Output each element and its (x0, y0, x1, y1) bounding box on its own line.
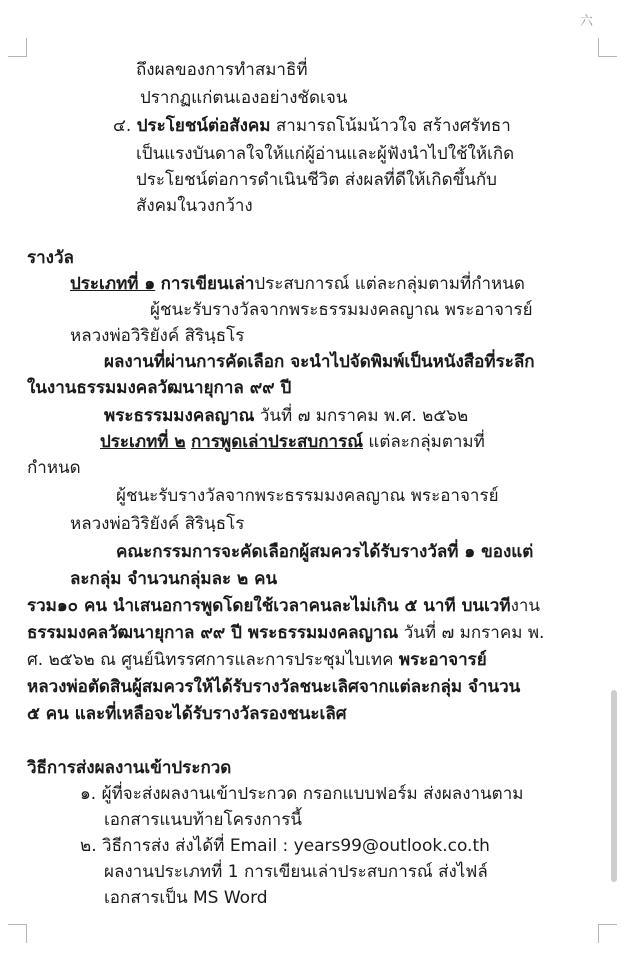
item-number: ๔. (113, 116, 132, 136)
submission-text-line: เอกสารเป็น MS Word (104, 888, 268, 908)
award-text-line (27, 648, 487, 672)
section-heading-submission: วิธีการส่งผลงานเข้าประกวด (27, 758, 232, 778)
award-type-2-header (100, 430, 485, 454)
award-date-bold: พระธรรมมงคลญาณ (104, 406, 255, 426)
margin-corner-bottom-right (598, 924, 617, 943)
award-text-plain: งาน (510, 596, 541, 616)
award-text-plain: ศ. ๒๕๖๒ ณ ศูนย์นิทรรศการและการประชุมไบเทค (27, 650, 394, 670)
award-type-label: ประเภทที่ ๒ (100, 432, 186, 452)
award-date-line (104, 404, 468, 428)
award-text-line: หลวงพ่อตัดสินผู้สมควรให้ได้รับรางวัลชนะเลิศจากแต่ละกลุ่ม จำนวน (27, 677, 521, 697)
benefit-item-title: ประโยชน์ต่อสังคม (136, 116, 271, 136)
award-text-line: ละกลุ่ม จำนวนกลุ่มละ ๒ คน (70, 569, 278, 589)
award-text-bold: รวม๑๐ คน นำเสนอการพูดโดยใช้เวลาคนละไม่เกิน ๕ นาที บนเวที (27, 596, 511, 616)
scrollbar-thumb[interactable] (611, 690, 617, 882)
page-header-mark: 六 (580, 14, 594, 29)
award-text-line: ๕ คน และที่เหลือจะได้รับรางวัลรองชนะเลิศ (27, 704, 347, 724)
award-text-line: ผู้ชนะรับรางวัลจากพระธรรมมงคลญาณ พระอาจารย์ (150, 300, 533, 320)
award-text-line: หลวงพ่อวิริยังค์ สิรินฺธโร (70, 326, 245, 346)
award-type-title: การเขียนเล่า (160, 274, 255, 294)
award-type-text: ประสบการณ์ แต่ละกลุ่มตามที่กำหนด (254, 274, 525, 294)
benefit-text-line: เป็นแรงบันดาลใจให้แก่ผู้อ่านและผู้ฟังนำไปใช้ให้เกิด (136, 144, 515, 164)
margin-corner-bottom-left (8, 924, 27, 943)
award-text-line: ผู้ชนะรับรางวัลจากพระธรรมมงคลญาณ พระอาจารย์ (116, 486, 499, 506)
award-text-line: กำหนด (27, 458, 81, 478)
submission-email-text: วิธีการส่ง ส่งได้ที่ Email : years99@outlook.co.th (102, 836, 490, 856)
benefit-item-4 (113, 114, 511, 138)
benefit-text-line: ถึงผลของการทำสมาธิที่ (136, 60, 308, 80)
benefit-text-line: ปรากฏแก่ตนเองอย่างชัดเจน (140, 88, 348, 108)
submission-item-1 (80, 782, 523, 806)
section-heading-awards: รางวัล (27, 248, 74, 268)
award-type-label: ประเภทที่ ๑ (70, 274, 156, 294)
award-text-bold: พระอาจารย์ (398, 650, 487, 670)
margin-corner-top-left (8, 38, 27, 57)
award-text-line: ผลงานที่ผ่านการคัดเลือก จะนำไปจัดพิมพ์เป็นหนังสือที่ระลึก (104, 352, 535, 372)
submission-item-2 (80, 834, 490, 858)
submission-text-line: ผลงานประเภทที่ 1 การเขียนเล่าประสบการณ์ ส่งไฟล์ (104, 862, 488, 882)
item-number: ๒. (80, 836, 97, 856)
award-text-line: หลวงพ่อวิริยังค์ สิรินฺธโร (70, 514, 245, 534)
award-type-text: แต่ละกลุ่มตามที่ (368, 432, 485, 452)
award-text-line: ในงานธรรมมงคลวัฒนายุกาล ๙๙ ปี (27, 378, 292, 398)
margin-corner-top-right (598, 38, 617, 57)
award-date-text: วันที่ ๗ มกราคม พ.ศ. ๒๕๖๒ (259, 406, 469, 426)
award-type-title: การพูดเล่าประสบการณ์ (191, 432, 363, 452)
award-text-line: คณะกรรมการจะคัดเลือกผู้สมควรได้รับรางวัลที่ ๑ ของแต่ (116, 542, 534, 562)
award-text-line (27, 621, 544, 645)
benefit-text-line: สังคมในวงกว้าง (136, 196, 253, 216)
submission-text: ผู้ที่จะส่งผลงานเข้าประกวด กรอกแบบฟอร์ม ส่งผลงานตาม (101, 784, 524, 804)
submission-text-line: เอกสารแนบท้ายโครงการนี้ (104, 810, 302, 830)
benefit-text-line: ประโยชน์ต่อการดำเนินชีวิต ส่งผลที่ดีให้เกิดขึ้นกับ (136, 170, 497, 190)
award-text-plain: วันที่ ๗ มกราคม พ. (403, 623, 545, 643)
award-text-line (27, 594, 540, 618)
award-text-bold: ธรรมมงคลวัฒนายุกาล ๙๙ ปี พระธรรมมงคลญาณ (27, 623, 399, 643)
benefit-item-text: สามารถโน้มน้าวใจ สร้างศรัทธา (275, 116, 511, 136)
award-type-1-header (70, 272, 525, 296)
item-number: ๑. (80, 784, 97, 804)
